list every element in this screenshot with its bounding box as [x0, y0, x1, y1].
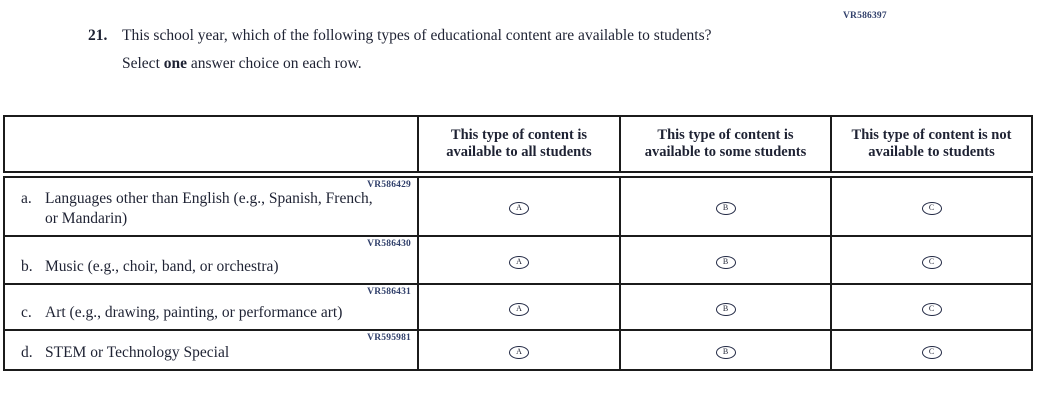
instruction-emphasis: one	[163, 55, 187, 72]
option-cell-b-all	[418, 236, 620, 284]
option-bubble-b-A[interactable]: A	[509, 256, 529, 269]
option-bubble-d-C[interactable]: C	[922, 346, 942, 359]
table-row-a	[4, 174, 1032, 236]
instruction-prefix: Select	[122, 55, 164, 72]
option-cell-a-some	[620, 174, 831, 236]
question-21	[88, 25, 788, 74]
row-label-cell-d	[4, 330, 418, 370]
column-header-not-available: This type of content is not available to students	[831, 116, 1032, 174]
form-code-question: VR586397	[843, 11, 887, 21]
option-cell-d-not	[831, 330, 1032, 370]
instruction-suffix: answer choice on each row.	[187, 55, 362, 72]
option-cell-d-all	[418, 330, 620, 370]
row-label-a: Languages other than English (e.g., Spanish, French, or Mandarin)	[45, 190, 373, 227]
option-bubble-c-A[interactable]: A	[509, 303, 529, 316]
form-code-row-a: VR586429	[367, 179, 411, 190]
table-row-b	[4, 236, 1032, 284]
option-bubble-b-B[interactable]: B	[716, 256, 736, 269]
corner-cell	[4, 116, 418, 174]
row-letter-b: b.	[21, 258, 33, 275]
option-bubble-c-B[interactable]: B	[716, 303, 736, 316]
option-bubble-a-C[interactable]: C	[922, 202, 942, 215]
row-label-c: Art (e.g., drawing, painting, or performance art)	[45, 304, 343, 321]
option-bubble-c-C[interactable]: C	[922, 303, 942, 316]
question-instruction	[122, 53, 788, 74]
row-label-cell-a	[4, 174, 418, 236]
row-letter-d: d.	[21, 344, 33, 361]
row-label-b: Music (e.g., choir, band, or orchestra)	[45, 258, 279, 275]
option-bubble-d-A[interactable]: A	[509, 346, 529, 359]
option-cell-b-some	[620, 236, 831, 284]
row-label-d: STEM or Technology Special	[45, 344, 230, 361]
option-bubble-a-B[interactable]: B	[716, 202, 736, 215]
form-code-row-c: VR586431	[367, 287, 411, 297]
option-bubble-d-B[interactable]: B	[716, 346, 736, 359]
question-number: 21.	[88, 27, 108, 44]
table-row-d	[4, 330, 1032, 370]
option-bubble-b-C[interactable]: C	[922, 256, 942, 269]
option-cell-a-not	[831, 174, 1032, 236]
option-cell-c-not	[831, 284, 1032, 330]
option-cell-c-some	[620, 284, 831, 330]
option-bubble-a-A[interactable]: A	[509, 202, 529, 215]
row-letter-c: c.	[21, 304, 32, 321]
column-header-available-some: This type of content is available to some students	[620, 116, 831, 174]
header-row	[4, 116, 1032, 174]
option-cell-d-some	[620, 330, 831, 370]
row-letter-a: a.	[21, 190, 32, 207]
option-cell-c-all	[418, 284, 620, 330]
form-code-row-b: VR586430	[367, 239, 411, 249]
column-header-available-all: This type of content is available to all students	[418, 116, 620, 174]
option-cell-b-not	[831, 236, 1032, 284]
form-code-row-d: VR595981	[367, 333, 411, 343]
question-text: This school year, which of the following types of educational content are available to students?	[122, 27, 712, 44]
table-row-c	[4, 284, 1032, 330]
row-label-cell-c	[4, 284, 418, 330]
row-label-cell-b	[4, 236, 418, 284]
answer-matrix-table	[3, 115, 1033, 371]
option-cell-a-all	[418, 174, 620, 236]
